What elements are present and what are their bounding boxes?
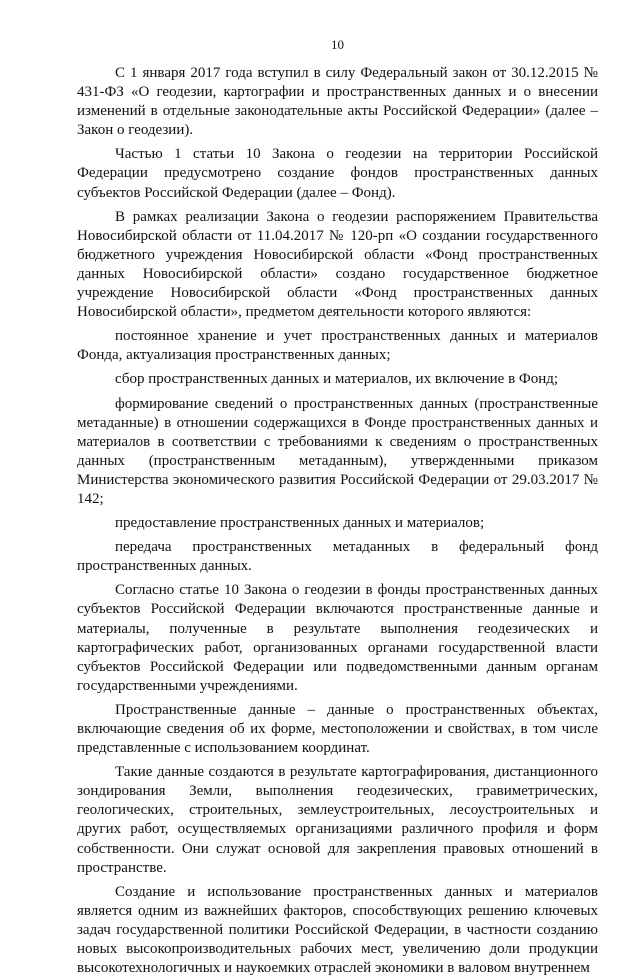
paragraph: Пространственные данные – данные о пространственных объектах, включающие сведения об их форме, местоположении и свойствах, в том числе представленные с использованием координат. <box>77 701 598 757</box>
paragraph: С 1 января 2017 года вступил в силу Федеральный закон от 30.12.2015 № 431-ФЗ «О геодезии, картографии и пространственных данных и о внесении изменений в отдельные законодательные акты Российской Федерации» (далее – Закон о геодезии). <box>77 65 598 139</box>
page-number: 10 <box>331 37 344 52</box>
paragraph: сбор пространственных данных и материалов, их включение в Фонд; <box>115 371 559 388</box>
paragraph: В рамках реализации Закона о геодезии распоряжением Правительства Новосибирской области от 11.04.2017 № 120-рп «О создании государственного бюджетного учреждения Новосибирской области «Фонд пространственных данных Новосибирской области» создано государственное бюджетное учреждение Новосибирской области «Фонд пространственных данных Новосибирской области», предметом деятельности которого являются: <box>77 208 598 321</box>
paragraph: Согласно статье 10 Закона о геодезии в фонды пространственных данных субъектов Российской Федерации включаются пространственные данные и материалы, полученные в результате выполнения геодезических и картографических работ, организованных органами государственной власти субъектов Российской Федерации или подведомственными данным органам государственными учреждениями. <box>77 582 598 694</box>
paragraph: Такие данные создаются в результате картографирования, дистанционного зондирования Земли, выполнения геодезических, гравиметрических, геологических, строительных, землеустроительных, лесоустроительных и других работ, осуществляемых организациями различного профиля и форм собственности. Они служат основой для закрепления правовых отношений в пространстве. <box>77 764 598 876</box>
paragraph: Частью 1 статьи 10 Закона о геодезии на территории Российской Федерации предусмотрено создание фондов пространственных данных субъектов Российской Федерации (далее – Фонд). <box>77 146 598 201</box>
paragraph: предоставление пространственных данных и материалов; <box>115 515 485 532</box>
paragraph: передача пространственных метаданных в федеральный фонд пространственных данных. <box>77 539 598 575</box>
paragraph: формирование сведений о пространственных данных (пространственные метаданные) в отношении содержащихся в Фонде пространственных данных и материалов в соответствии с требованиями к сведениям о пространственных данных (пространственным метаданным), утвержденными приказом Министерства экономического развития Российской Федерации от 29.03.2017 № 142; <box>77 395 598 507</box>
paragraph: Создание и использование пространственных данных и материалов является одним из важнейших факторов, способствующих решению ключевых задач государственной политики Российской Федерации, в частности созданию новых высокопроизводительных рабочих мест, увеличению доли продукции высокотехнологичных и наукоемких отраслей экономики в валовом внутреннем <box>77 883 598 977</box>
paragraph: постоянное хранение и учет пространственных данных и материалов Фонда, актуализация пространственных данных; <box>77 328 598 364</box>
